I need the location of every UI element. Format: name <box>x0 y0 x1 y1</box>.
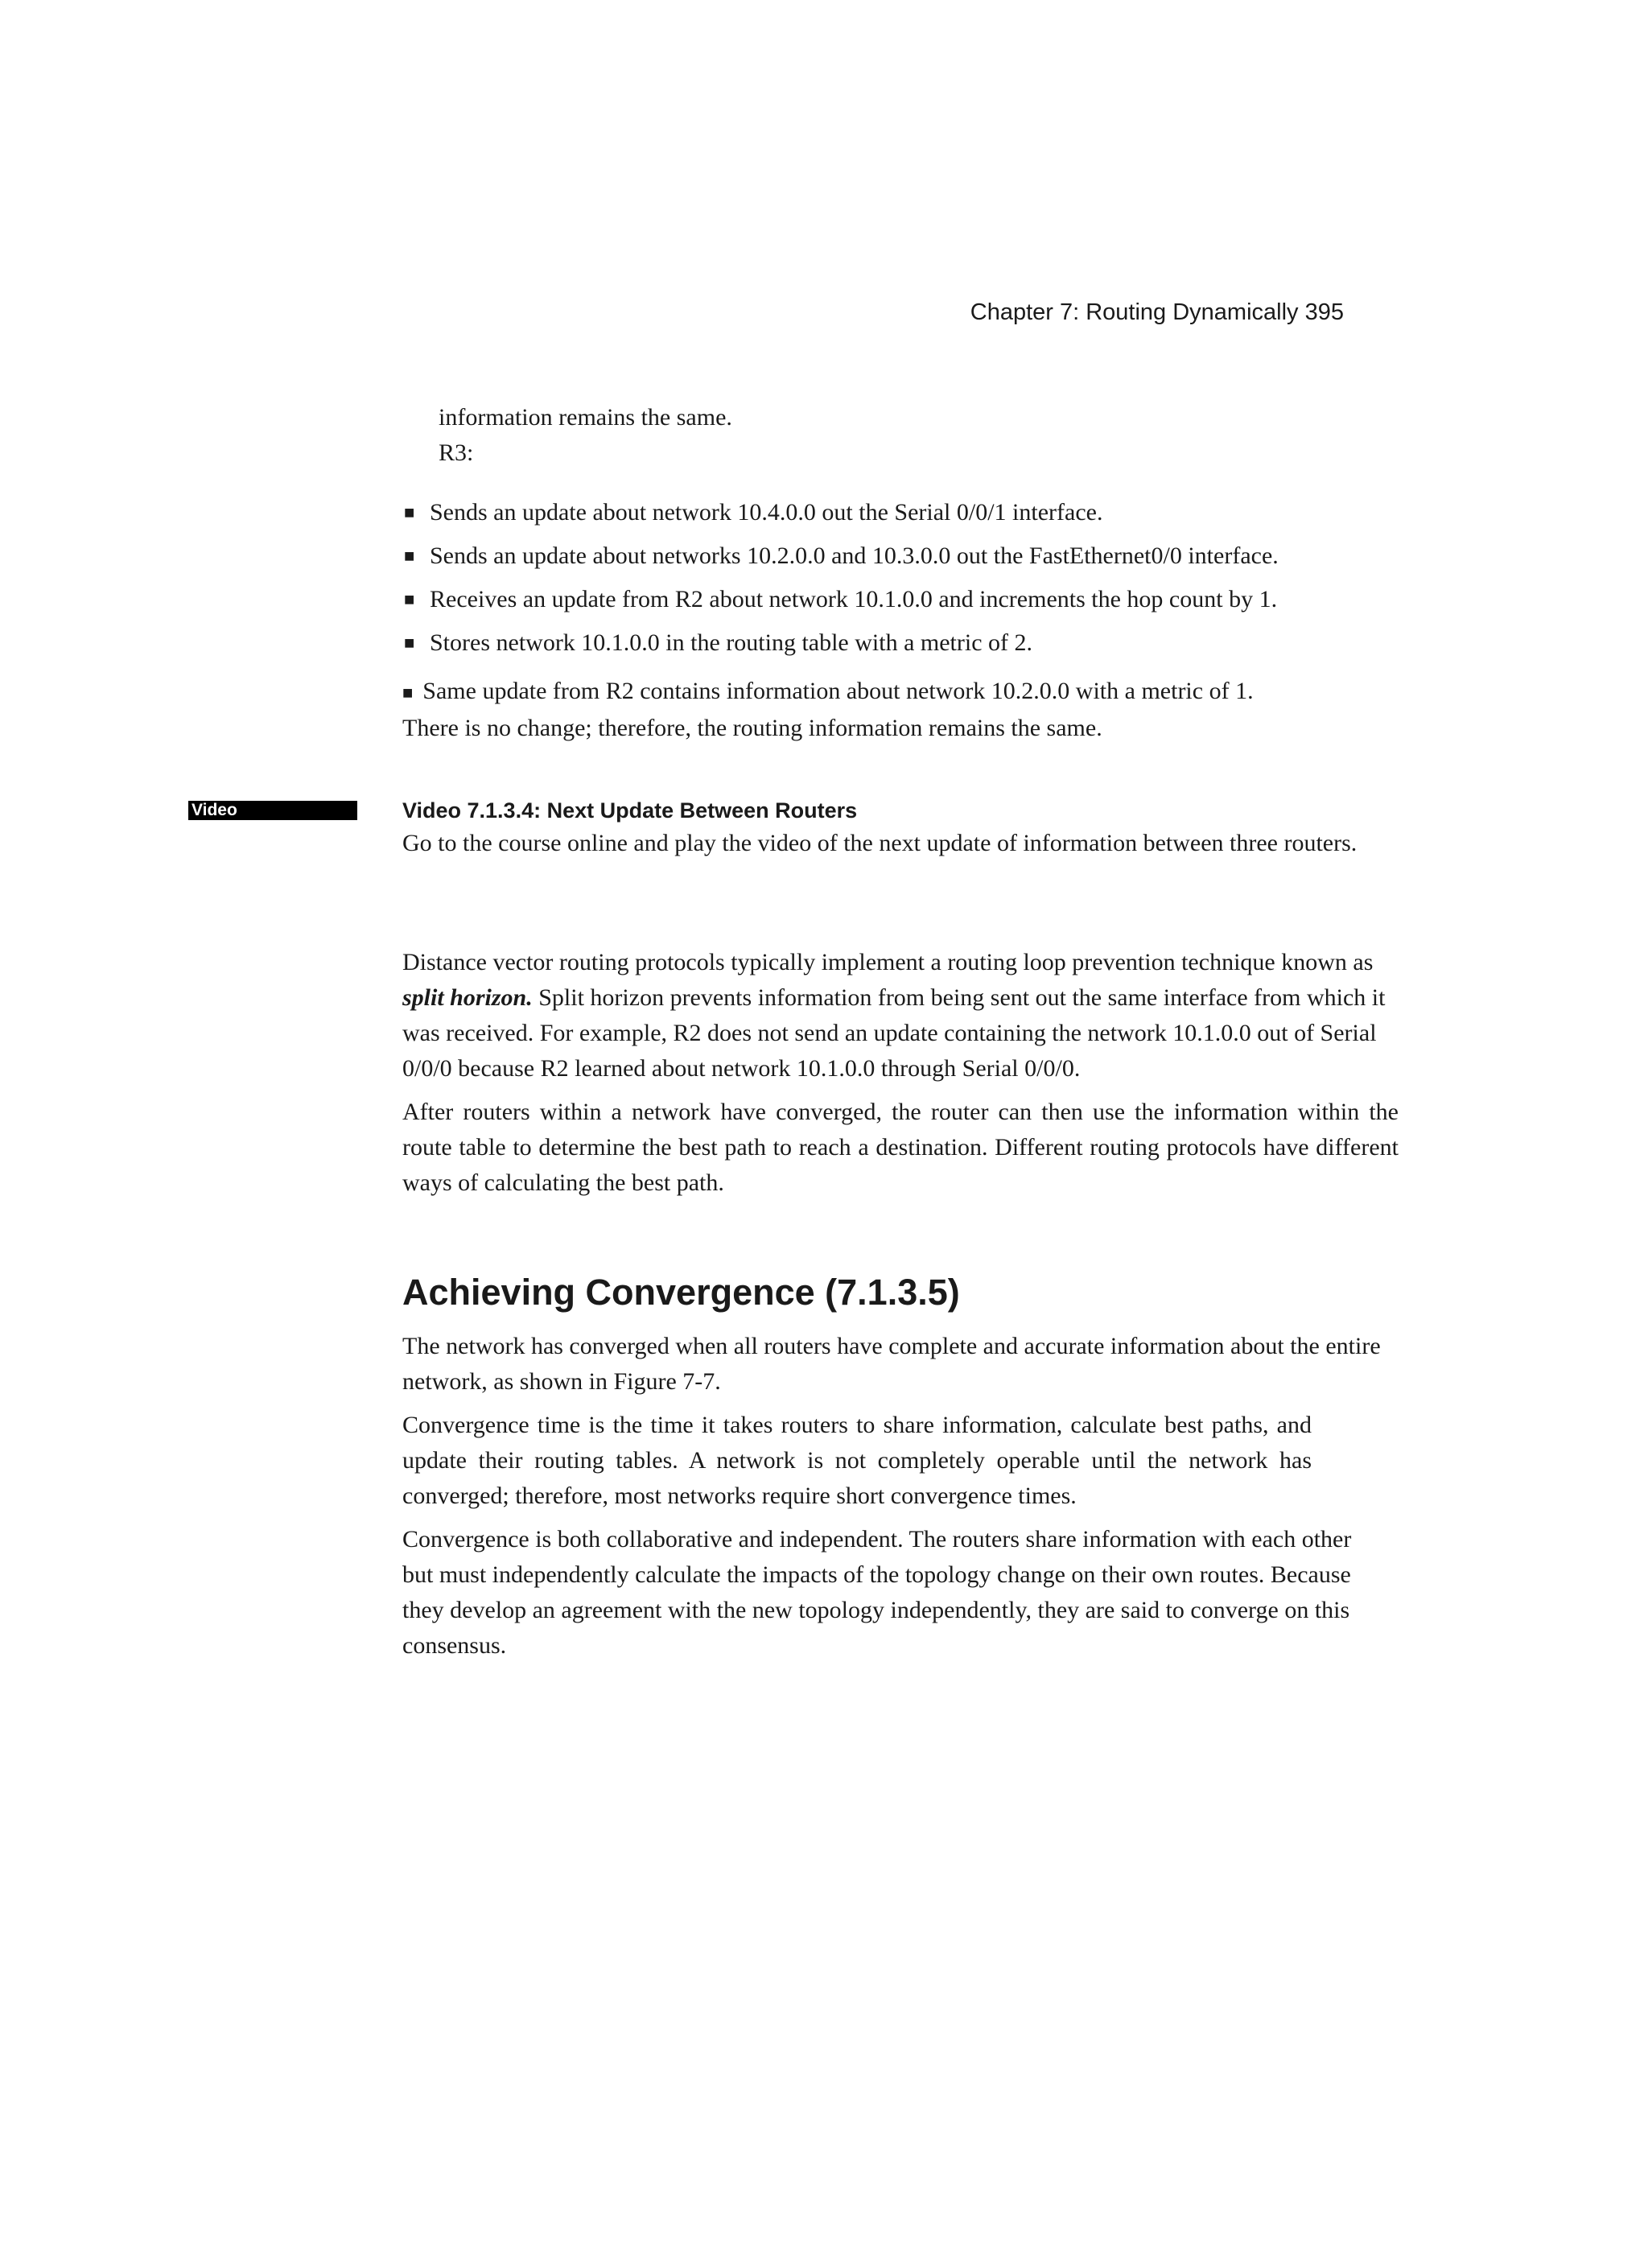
split-horizon-section <box>402 945 1399 1209</box>
final-bullet <box>402 674 1416 746</box>
bullet-item <box>402 495 1416 530</box>
continued-line: information remains the same. <box>439 404 732 431</box>
bullet-marker: ■ <box>404 589 415 609</box>
section-heading: Achieving Convergence (7.1.3.5) <box>402 1272 960 1313</box>
bullet-item <box>402 538 1416 574</box>
convergence-section <box>402 1329 1399 1672</box>
convergence-paragraph: The network has converged when all routers have complete and accurate information about the entire network, as shown in Figure 7-7. <box>402 1333 1381 1395</box>
bullet-item <box>402 625 1416 661</box>
router-label: R3: <box>439 439 474 466</box>
bullet-text: Stores network 10.1.0.0 in the routing table with a metric of 2. <box>430 629 1033 656</box>
convergence-time-paragraph: Convergence time is the time it takes routers to share information, calculate best paths, and update their routing tables. A network is not completely operable until the network has converged; therefore, most networks require short convergence times. <box>402 1412 1312 1509</box>
bullet-text: Sends an update about networks 10.2.0.0 and 10.3.0.0 out the FastEthernet0/0 interface. <box>430 542 1279 569</box>
video-title: Video 7.1.3.4: Next Update Between Routers <box>402 798 858 823</box>
r3-bullet-list <box>402 495 1416 669</box>
video-margin-tag: Video <box>188 801 357 820</box>
collaborative-paragraph: Convergence is both collaborative and independent. The routers share information with each other but must independently calculate the impacts of the topology change on their own routes. Because they develop an agreement with the new topology independently, they are said to converge on this consensus. <box>402 1526 1352 1659</box>
bullet-marker: ■ <box>404 633 415 653</box>
video-instructions: Go to the course online and play the video of the next update of information between three routers. <box>402 830 1358 856</box>
final-bullet-continuation: There is no change; therefore, the routing information remains the same. <box>402 715 1102 741</box>
bullet-marker: ■ <box>404 546 415 566</box>
running-head: Chapter 7: Routing Dynamically 395 <box>970 299 1344 325</box>
bullet-marker: ■ <box>404 502 415 522</box>
split-horizon-text-before: Distance vector routing protocols typically implement a routing loop prevention technique known as <box>402 949 1374 975</box>
final-bullet-line <box>402 674 1416 711</box>
split-horizon-text-after: Split horizon prevents information from being sent out the same interface from which it was received. For example, R2 does not send an update containing the network 10.1.0.0 out of Serial 0/0/0 because R2 learned about network 10.1.0.0 through Serial 0/0/0. <box>402 984 1386 1082</box>
bullet-text: Receives an update from R2 about network 10.1.0.0 and increments the hop count by 1. <box>430 586 1278 612</box>
best-path-paragraph: After routers within a network have converged, the router can then use the information within the route table to determine the best path to reach a destination. Different routing protocols have different ways of calculating the best path. <box>402 1099 1399 1196</box>
bullet-marker: ■ <box>402 682 414 703</box>
key-term: split horizon. <box>402 984 533 1011</box>
final-bullet-text: Same update from R2 contains information about network 10.2.0.0 with a metric of 1. <box>422 678 1254 704</box>
video-activity <box>402 795 1416 861</box>
bullet-text: Sends an update about network 10.4.0.0 out the Serial 0/0/1 interface. <box>430 499 1103 526</box>
split-horizon-paragraph <box>402 945 1399 1087</box>
bullet-item <box>402 582 1416 617</box>
continued-text <box>439 400 732 471</box>
